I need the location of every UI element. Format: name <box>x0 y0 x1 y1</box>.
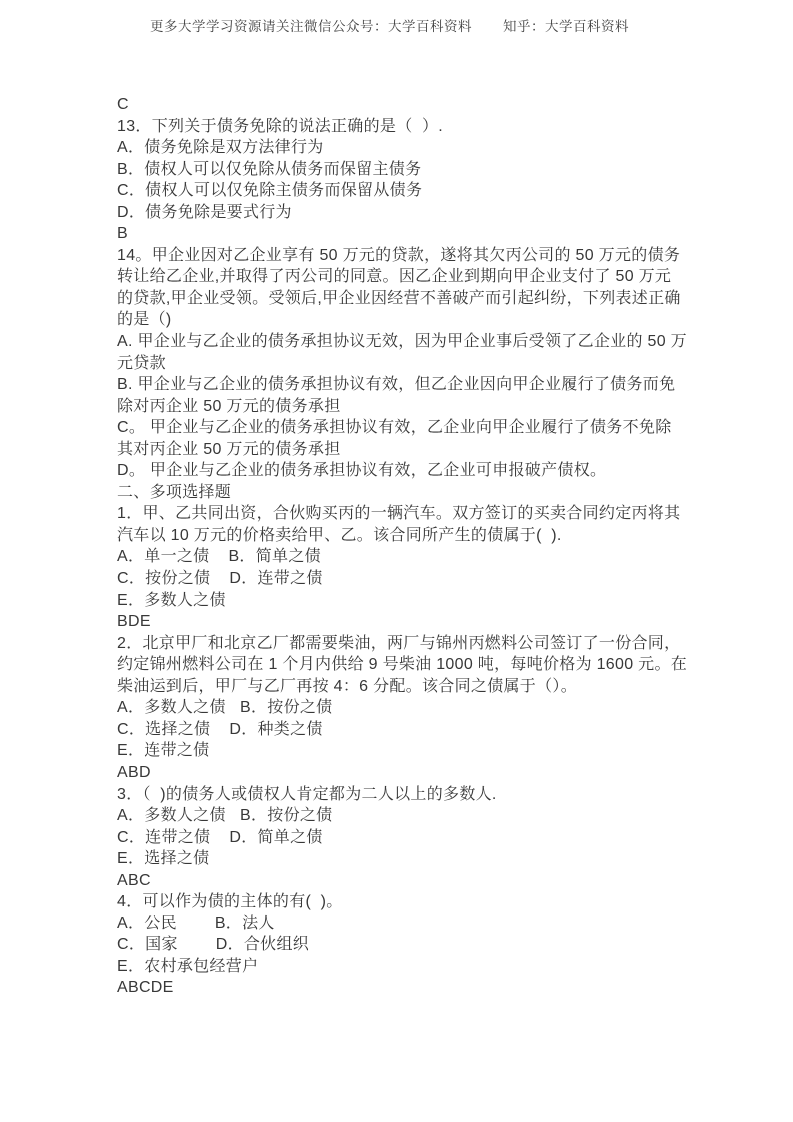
text-line: B．债权人可以仅免除从债务而保留主债务 <box>117 160 422 178</box>
text-line: 转让给乙企业,并取得了丙公司的同意。因乙企业到期向甲企业支付了 50 万元 <box>117 268 672 286</box>
text-line: 3．（ )的债务人或债权人肯定都为二人以上的多数人. <box>117 785 497 803</box>
text-line: BDE <box>117 613 151 631</box>
text-line: 除对丙企业 50 万元的债务承担 <box>117 397 341 415</box>
text-line: 的贷款,甲企业受领。受领后,甲企业因经营不善破产而引起纠纷，下列表述正确 <box>117 289 681 307</box>
text-line: D。 甲企业与乙企业的债务承担协议有效，乙企业可申报破产债权。 <box>117 462 607 480</box>
text-line: E．连带之债 <box>117 742 210 760</box>
text-line: C．连带之债 D．简单之债 <box>117 828 323 846</box>
text-line: A．债务免除是双方法律行为 <box>117 139 324 157</box>
text-line: C。 甲企业与乙企业的债务承担协议有效，乙企业向甲企业履行了债务不免除 <box>117 419 672 437</box>
text-line: A．单一之债 B．简单之债 <box>117 548 321 566</box>
text-line: E．农村承包经营户 <box>117 957 259 975</box>
text-line: C <box>117 96 129 113</box>
text-line: A. 甲企业与乙企业的债务承担协议无效，因为甲企业事后受领了乙企业的 50 万 <box>117 333 687 351</box>
text-line: C．债权人可以仅免除主债务而保留从债务 <box>117 182 423 200</box>
text-line: E．选择之债 <box>117 850 210 868</box>
text-line: ABC <box>117 871 151 889</box>
text-line: 元贷款 <box>117 354 166 372</box>
text-line: ABD <box>117 763 151 781</box>
text-line: ABCDE <box>117 979 174 997</box>
text-line: D．债务免除是要式行为 <box>117 203 292 221</box>
page-header: 更多大学学习资源请关注微信公众号：大学百科资料 知乎：大学百科资料 <box>150 19 629 34</box>
text-line: 13．下列关于债务免除的说法正确的是（ ）. <box>117 117 444 135</box>
text-line: C．按份之债 D．连带之债 <box>117 570 323 588</box>
text-line: 14。甲企业因对乙企业享有 50 万元的贷款，遂将其欠丙公司的 50 万元的债务 <box>117 246 681 264</box>
text-line: A．多数人之债 B．按份之债 <box>117 807 333 825</box>
text-line: 其对丙企业 50 万元的债务承担 <box>117 440 341 458</box>
text-line: A．公民 B．法人 <box>117 914 275 932</box>
text-line: 柴油运到后，甲厂与乙厂再按 4：6 分配。该合同之债属于（）。 <box>117 677 577 695</box>
text-line: 2．北京甲厂和北京乙厂都需要柴油，两厂与锦州丙燃料公司签订了一份合同， <box>117 634 681 652</box>
text-line: B. 甲企业与乙企业的债务承担协议有效，但乙企业因向甲企业履行了债务而免 <box>117 376 676 394</box>
text-line: 约定锦州燃料公司在 1 个月内供给 9 号柴油 1000 吨，每吨价格为 1600 元。在 <box>117 656 688 674</box>
text-line: 的是（) <box>117 311 172 329</box>
text-line: 1．甲、乙共同出资，合伙购买丙的一辆汽车。双方签订的买卖合同约定丙将其 <box>117 505 681 523</box>
text-line: 汽车以 10 万元的价格卖给甲、乙。该合同所产生的债属于( ). <box>117 526 562 544</box>
document-body <box>117 94 697 999</box>
text-line: B <box>117 225 128 243</box>
text-line: 4．可以作为债的主体的有( )。 <box>117 893 343 911</box>
text-line: A．多数人之债 B．按份之债 <box>117 699 333 717</box>
text-line: C．国家 D．合伙组织 <box>117 936 310 954</box>
text-line: 二、多项选择题 <box>117 483 232 501</box>
text-line: C．选择之债 D．种类之债 <box>117 720 323 738</box>
text-line: E．多数人之债 <box>117 591 226 609</box>
